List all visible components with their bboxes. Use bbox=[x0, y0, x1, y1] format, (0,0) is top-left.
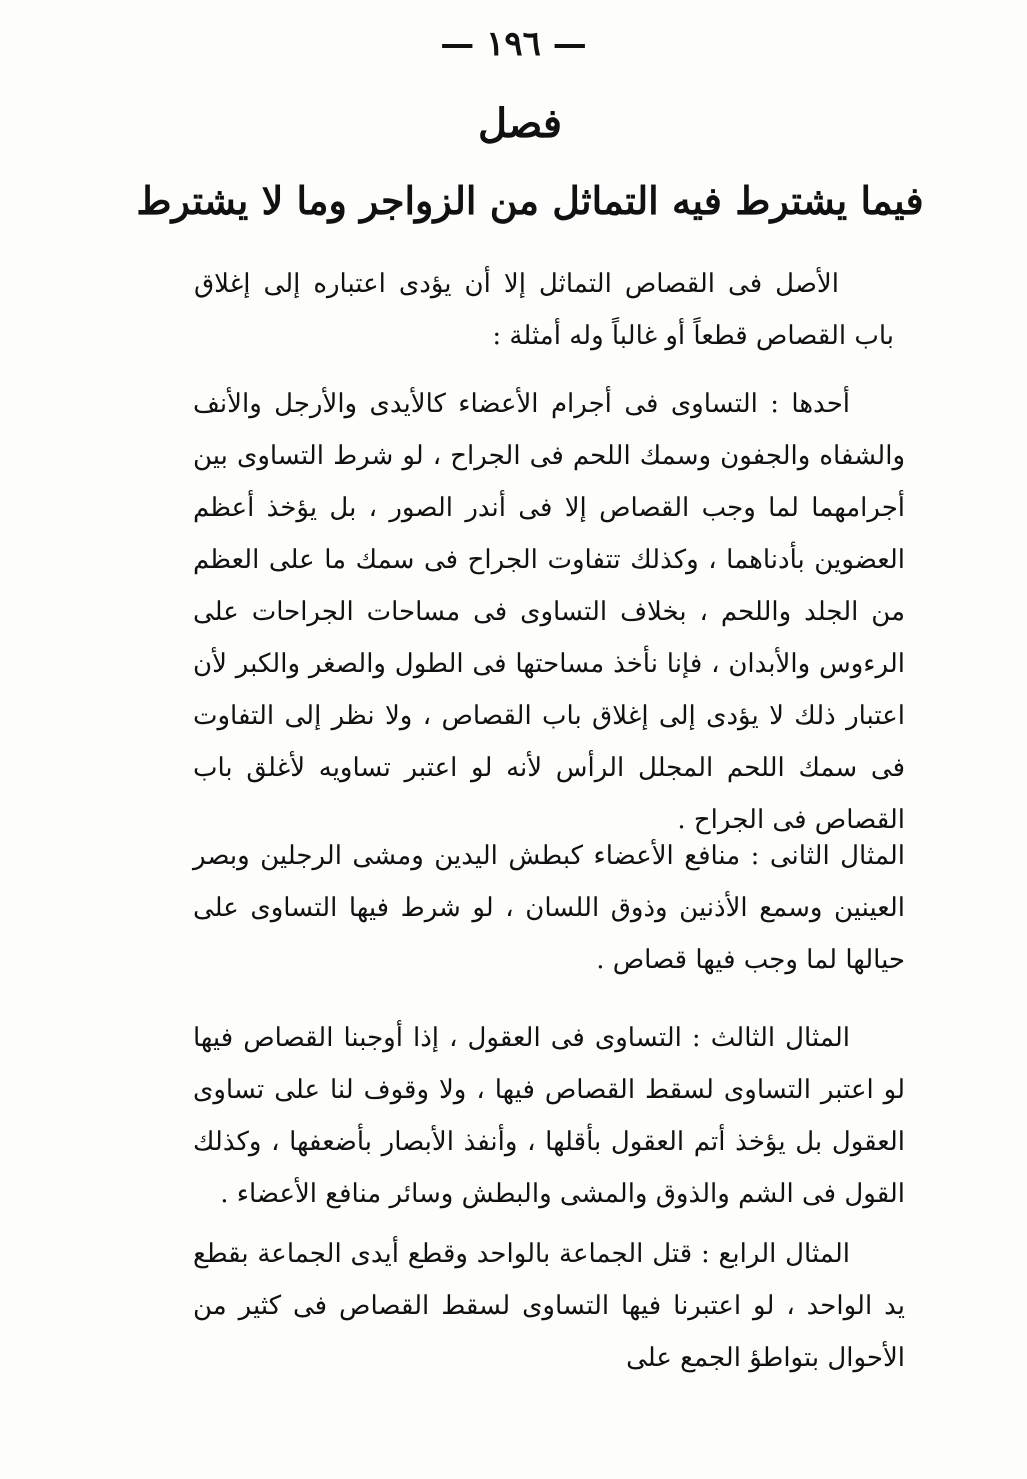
paragraph-example-four: المثال الرابع : قتل الجماعة بالواحد وقطع أيدى الجماعة بقطع يد الواحد ، لو اعتبرنا فيها التساوى لسقط القصاص فى كثير من الأحوال بتواطؤ الجمع على bbox=[193, 1239, 905, 1373]
paragraph-example-one: أحدها : التساوى فى أجرام الأعضاء كالأيدى والأرجل والأنف والشفاه والجفون وسمك اللحم فى الجراح ، لو شرط التساوى بين أجرامهما لما وجب القصاص إلا فى أندر الصور ، بل يؤخذ أعظم العضوين بأدناهما ، وكذلك تتفاوت الجراح فى سمك ما على العظم من الجلد واللحم ، بخلاف التساوى فى مساحات الجراحات على الرءوس والأبدان ، فإنا نأخذ مساحتها فى الطول والصغر والكبر لأن اعتبار ذلك لا يؤدى إلى إغلاق باب القصاص ، ولا نظر إلى التفاوت فى سمك اللحم المجلل الرأس لأنه لو اعتبر تساويه لأغلق باب القصاص فى الجراح . bbox=[193, 389, 905, 835]
paragraph-example-two: المثال الثانى : منافع الأعضاء كبطش اليدين ومشى الرجلين وبصر العينين وسمع الأذنين وذوق اللسان ، لو شرط فيها التساوى على حيالها لما وجب فيها قصاص . bbox=[193, 841, 905, 975]
section-heading: فصل bbox=[477, 100, 563, 147]
paragraph-intro: الأصل فى القصاص التماثل إلا أن يؤدى اعتباره إلى إغلاق باب القصاص قطعاً أو غالباً وله أمثلة : bbox=[194, 269, 894, 351]
paragraph-example-three: المثال الثالث : التساوى فى العقول ، إذا أوجبنا القصاص فيها لو اعتبر التساوى لسقط القصاص فيها ، ولا وقوف لنا على تساوى العقول بل يؤخذ أتم العقول بأقلها ، وأنفذ الأبصار بأضعفها ، وكذلك القول فى الشم والذوق والمشى والبطش وسائر منافع الأعضاء . bbox=[193, 1023, 905, 1209]
section-subheading: فيما يشترط فيه التماثل من الزواجر وما لا يشترط bbox=[136, 178, 924, 223]
page-number: — ١٩٦ — bbox=[440, 24, 587, 64]
